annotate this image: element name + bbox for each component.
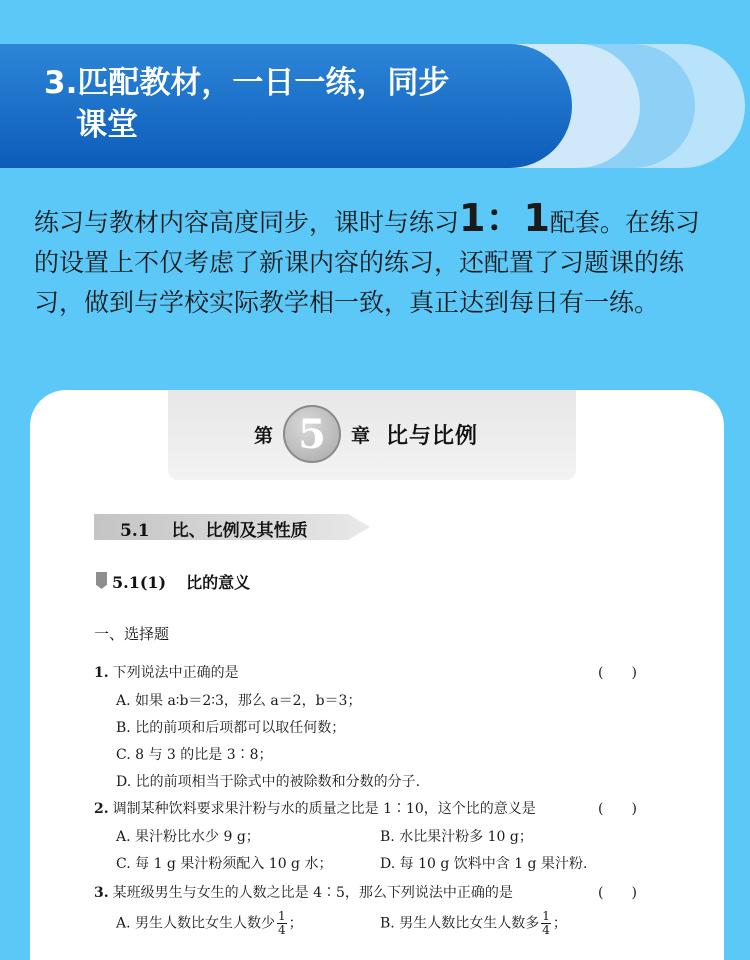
option-b: B. 水比果汁粉多 10 g； — [380, 829, 533, 845]
question-3 — [94, 882, 513, 902]
fraction — [541, 910, 551, 937]
option-a: A. 果汁粉比水少 9 g； — [116, 829, 260, 845]
chapter-suffix: 章 — [351, 424, 371, 447]
page-title-line2: 课堂 — [76, 107, 138, 143]
fraction-denominator: 4 — [278, 923, 286, 937]
option-c: C. 8 与 3 的比是 3∶8； — [116, 747, 273, 763]
intro-text-part2: 配套。在练习的设置上不仅考虑了新课内容的练习，还配置了习题课的练习，做到与学校实际教学相一致，真正达到每日有一练。 — [34, 208, 700, 317]
question-text: 下列说法中正确的是 — [112, 665, 239, 681]
part-heading: 一、选择题 — [94, 625, 170, 643]
option-text: A. 男生人数比女生人数少 — [116, 915, 276, 932]
question-1 — [94, 662, 239, 682]
subsection-marker-icon — [96, 572, 107, 589]
answer-blank: ( ) — [598, 665, 637, 681]
option-b — [380, 910, 567, 937]
fraction-numerator: 1 — [542, 909, 550, 923]
subsection-heading — [112, 570, 250, 593]
question-number: 2. — [94, 801, 109, 817]
page-title — [44, 62, 544, 146]
header-banner — [0, 44, 750, 168]
subsection-title: 比的意义 — [186, 573, 251, 592]
option-a: A. 如果 a∶b＝2∶3，那么 a＝2，b＝3； — [116, 693, 362, 709]
section-number: 5.1 — [120, 521, 150, 541]
intro-text-part1: 练习与教材内容高度同步，课时与练习 — [34, 208, 460, 237]
option-d: D. 每 10 g 饮料中含 1 g 果汁粉. — [380, 856, 588, 872]
section-heading — [120, 516, 308, 541]
option-d: D. 比的前项相当于除式中的被除数和分数的分子. — [116, 774, 421, 790]
answer-blank: ( ) — [598, 801, 637, 817]
option-suffix: ； — [288, 915, 303, 932]
intro-ratio: 1：1 — [459, 196, 550, 240]
subsection-number: 5.1(1) — [112, 573, 167, 592]
question-number: 1. — [94, 665, 109, 681]
question-2 — [94, 798, 536, 818]
question-number: 3. — [94, 885, 109, 901]
section-title: 比、比例及其性质 — [171, 521, 308, 541]
option-b: B. 比的前项和后项都可以取任何数； — [116, 720, 346, 736]
answer-blank: ( ) — [598, 885, 637, 901]
fraction-denominator: 4 — [542, 923, 550, 937]
option-text: B. 男生人数比女生人数多 — [380, 915, 540, 932]
option-c: C. 每 1 g 果汁粉须配入 10 g 水； — [116, 856, 333, 872]
option-a — [116, 910, 303, 937]
question-text: 某班级男生与女生的人数之比是 4∶5，那么下列说法中正确的是 — [112, 885, 513, 901]
intro-paragraph — [34, 198, 724, 323]
book-page-card — [30, 390, 724, 960]
chapter-number-badge: 5 — [283, 405, 341, 463]
fraction — [277, 910, 287, 937]
chapter-header — [168, 390, 576, 480]
chapter-prefix: 第 — [254, 424, 274, 447]
question-text: 调制某种饮料要求果汁粉与水的质量之比是 1∶10，这个比的意义是 — [112, 801, 536, 817]
option-suffix: ； — [552, 915, 567, 932]
page-title-line1: 3.匹配教材，一日一练，同步 — [44, 65, 450, 101]
chapter-title: 比与比例 — [386, 422, 479, 449]
fraction-numerator: 1 — [278, 909, 286, 923]
